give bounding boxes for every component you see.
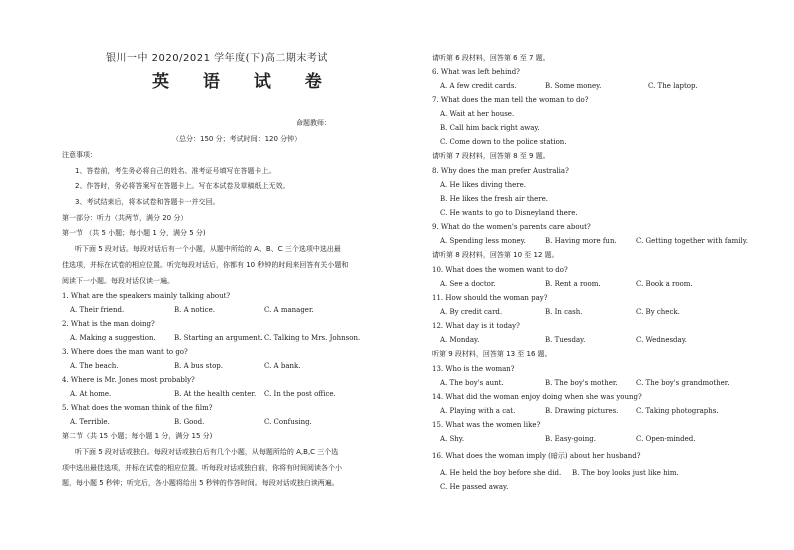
section2-instruction: 项中选出最佳选项，并标在试卷的相应位置。听每段对话或独白前，你将有时间阅读各个小: [62, 464, 342, 472]
option-c: C. By check.: [636, 308, 680, 316]
question: 11. How should the woman pay?: [432, 294, 548, 302]
option-b: B. A notice.: [174, 306, 215, 314]
option-a: A. See a doctor.: [440, 280, 496, 288]
option-b: B. He likes the fresh air there.: [440, 195, 549, 203]
option-c: C. Come down to the police station.: [440, 138, 567, 146]
option-a: A. By credit card.: [440, 308, 503, 316]
option-c: C. The boy's grandmother.: [636, 379, 730, 387]
section-prompt: 请听第 6 段材料，回答第 6 至 7 题。: [432, 54, 550, 62]
note-item: 3、考试结束后，将本试卷和答题卡一并交回。: [75, 198, 220, 206]
option-b: B. At the health center.: [174, 390, 257, 398]
option-b: B. Having more fun.: [545, 237, 617, 245]
section2-heading: 第二节（共 15 小题；每小题 1 分，满分 15 分): [62, 432, 213, 440]
option-a: A. Wait at her house.: [440, 110, 515, 118]
option-a: A. Playing with a cat.: [440, 407, 516, 415]
option-b: B. A bus stop.: [174, 362, 224, 370]
question: 12. What day is it today?: [432, 322, 520, 330]
option-a: A. A few credit cards.: [440, 82, 517, 90]
option-c: C. Taking photographs.: [636, 407, 719, 415]
option-b: B. Drawing pictures.: [545, 407, 619, 415]
option-b: B. Good.: [174, 418, 205, 426]
question: 14. What did the woman enjoy doing when she was young?: [432, 393, 642, 401]
question: 1. What are the speakers mainly talking about?: [62, 292, 231, 300]
option-a: A. The boy's aunt.: [440, 379, 504, 387]
option-c: C. The laptop.: [648, 82, 698, 90]
author-label: 命题教师：: [296, 119, 331, 127]
option-c: C. Wednesday.: [636, 336, 687, 344]
option-b: B. Rent a room.: [545, 280, 601, 288]
option-a: A. Making a suggestion.: [70, 334, 156, 342]
option-b: B. Call him back right away.: [440, 124, 540, 132]
section-prompt: 听第 9 段材料，回答第 13 至 16 题。: [432, 350, 552, 358]
option-a: A. He held the boy before she did.: [440, 469, 562, 477]
option-a: A. The beach.: [70, 362, 119, 370]
question: 10. What does the women want to do?: [432, 266, 568, 274]
question: 9. What do the women's parents care about?: [432, 223, 591, 231]
option-b: B. Easy-going.: [545, 435, 596, 443]
question: 2. What is the man doing?: [62, 320, 155, 328]
option-c: C. Getting together with family.: [636, 237, 748, 245]
option-a: A. Monday.: [440, 336, 480, 344]
section-prompt: 请听第 8 段材料，回答第 10 至 12 题。: [432, 251, 559, 259]
option-b: B. Tuesday.: [545, 336, 586, 344]
note-item: 1、答卷前，考生务必将自己的姓名、准考证号填写在答题卡上。: [75, 167, 276, 175]
option-a: A. Shy.: [440, 435, 465, 443]
option-a: A. At home.: [70, 390, 112, 398]
notes-heading: 注意事项：: [62, 151, 97, 159]
note-item: 2、作答时，务必将答案写在答题卡上。写在本试卷及草稿纸上无效。: [75, 182, 290, 190]
option-c: C. Open-minded.: [636, 435, 696, 443]
option-b: B. The boy looks just like him.: [572, 469, 679, 477]
question: 13. Who is the woman?: [432, 365, 515, 373]
score-info: （总分：150 分；考试时间：120 分钟）: [172, 135, 302, 143]
option-c: C. Book a room.: [636, 280, 693, 288]
option-c: C. A bank.: [264, 362, 301, 370]
option-c: C. Confusing.: [264, 418, 312, 426]
option-a: A. He likes diving there.: [440, 181, 526, 189]
subject-title: 英 语 试 卷: [152, 72, 336, 92]
option-a: A. Spending less money.: [440, 237, 526, 245]
option-c: C. A manager.: [264, 306, 314, 314]
option-c: C. Talking to Mrs. Johnson.: [264, 334, 361, 342]
question: 7. What does the man tell the woman to do?: [432, 96, 589, 104]
option-b: B. In cash.: [545, 308, 583, 316]
question: 3. Where does the man want to go?: [62, 348, 188, 356]
question: 4. Where is Mr. Jones most probably?: [62, 376, 195, 384]
option-c: C. In the post office.: [264, 390, 336, 398]
question: 8. Why does the man prefer Australia?: [432, 167, 569, 175]
question: 15. What was the women like?: [432, 421, 541, 429]
section2-instruction: 题，每小题 5 秒钟；听完后，各小题将给出 5 秒钟的作答时间。每段对话或独白读两遍。: [62, 479, 339, 487]
question: 6. What was left behind?: [432, 68, 520, 76]
question: 5. What does the woman think of the film?: [62, 404, 213, 412]
option-b: B. Starting an argument.: [174, 334, 263, 342]
option-a: A. Terrible.: [70, 418, 110, 426]
option-b: B. Some money.: [545, 82, 602, 90]
section-prompt: 请听第 7 段材料，回答第 8 至 9 题。: [432, 152, 550, 160]
section1-heading: 第一节 （共 5 小题；每小题 1 分，满分 5 分): [62, 229, 206, 237]
question: 16. What does the woman imply (暗示) about her husband?: [432, 452, 641, 460]
section1-instruction: 听下面 5 段对话。每段对话后有一个小题，从题中所给的 A、B、C 三个选项中选出最: [75, 245, 341, 253]
option-a: A. Their friend.: [70, 306, 125, 314]
school-title: 银川一中 2020/2021 学年度(下)高二期末考试: [106, 53, 328, 64]
part1-heading: 第一部分：听力（共两节，满分 20 分）: [62, 214, 188, 222]
option-c: C. He wants to go to Disneyland there.: [440, 209, 578, 217]
section2-instruction: 听下面 5 段对话或独白。每段对话或独白后有几个小题，从每题所给的 A,B,C 三个选: [75, 448, 339, 456]
section1-instruction: 佳选项，并标在试卷的相应位置。听完每段对话后，你都有 10 秒钟的时间来回答有关小题和: [62, 261, 349, 269]
section1-instruction: 阅读下一小题。每段对话仅读一遍。: [62, 277, 174, 285]
option-b: B. The boy's mother.: [545, 379, 618, 387]
option-c: C. He passed away.: [440, 483, 509, 491]
